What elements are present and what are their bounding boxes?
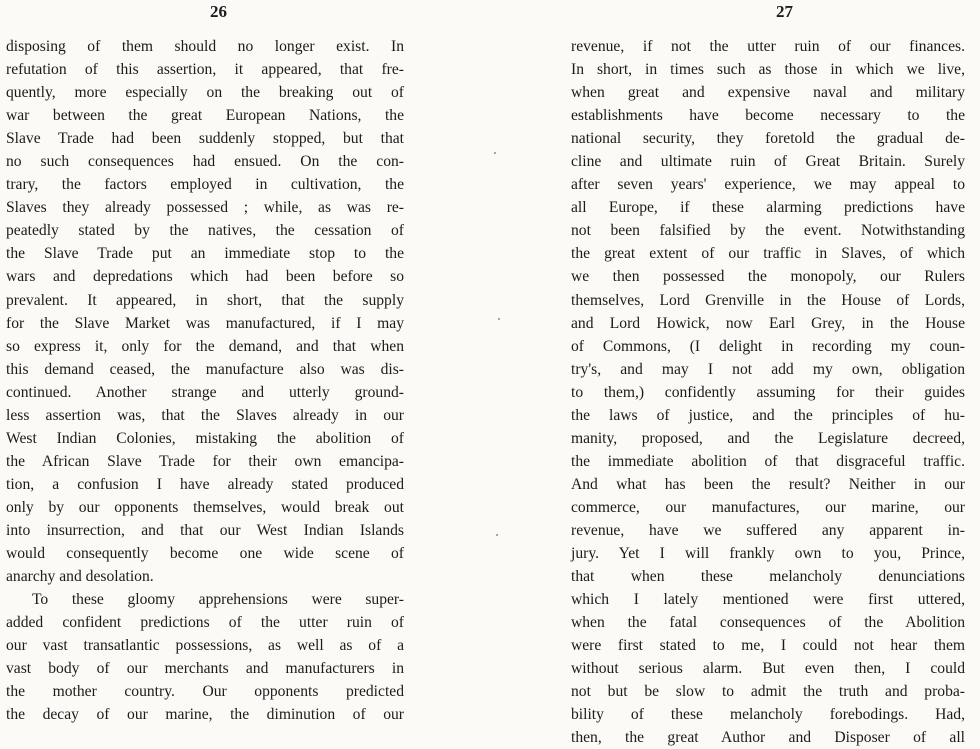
gutter-mark (498, 318, 500, 320)
page-number-left: 26 (210, 2, 227, 21)
right-page (490, 0, 980, 747)
left-page-text (6, 35, 404, 726)
left-page (0, 0, 490, 735)
text-line: then, the great Author and Disposer of all (571, 729, 965, 747)
text-line: the Slave Trade put an immediate stop to the (6, 245, 404, 263)
text-line: no such consequences had ensued. On the con- (6, 153, 404, 171)
text-line: Slaves they already possessed ; while, as was re- (6, 199, 404, 217)
text-line: this demand ceased, the manufacture also was dis- (6, 360, 404, 378)
text-line: our vast transatlantic possessions, as well as of a (6, 637, 404, 655)
text-line: of Commons, (I delight in recording my coun- (571, 337, 965, 355)
right-page-text (571, 35, 965, 749)
text-line: not been falsified by the event. Notwithstanding (571, 222, 965, 240)
text-line: we then possessed the monopoly, our Rulers (571, 268, 965, 286)
text-line: the immediate abolition of that disgraceful traffic. (571, 452, 965, 470)
page-number-right: 27 (776, 2, 793, 21)
text-line: revenue, if not the utter ruin of our finances. (571, 38, 965, 55)
text-line: so express it, only for the demand, and that when (6, 337, 404, 355)
text-line: the great extent of our traffic in Slaves, of which (571, 245, 965, 263)
text-line: manity, proposed, and the Legislature decreed, (571, 429, 965, 447)
text-line: when the fatal consequences of the Abolition (571, 614, 965, 632)
text-line: revenue, have we suffered any apparent in- (571, 521, 965, 539)
text-line: after seven years' experience, we may appeal to (571, 176, 965, 194)
text-line: war between the great European Nations, the (6, 107, 404, 125)
text-line: not but be slow to admit the truth and proba- (571, 683, 965, 701)
text-line: establishments have become necessary to the (571, 107, 965, 125)
text-line: would consequently become one wide scene of (6, 545, 404, 563)
text-line: peatedly stated by the natives, the cessation of (6, 222, 404, 240)
text-line: added confident predictions of the utter ruin of (6, 614, 404, 632)
text-line: trary, the factors employed in cultivation, the (6, 176, 404, 194)
text-line: the laws of justice, and the principles of hu- (571, 406, 965, 424)
text-line: without serious alarm. But even then, I could (571, 660, 965, 678)
text-line: which I lately mentioned were first uttered, (571, 591, 965, 609)
text-line: when great and expensive naval and military (571, 84, 965, 102)
text-line: themselves, Lord Grenville in the House of Lords, (571, 291, 965, 309)
text-line: To these gloomy apprehensions were super- (32, 591, 404, 609)
text-line: try's, and may I not add my own, obligation (571, 360, 965, 378)
text-line: Slave Trade had been suddenly stopped, but that (6, 130, 404, 148)
text-line: for the Slave Market was manufactured, if I may (6, 314, 404, 332)
gutter-mark (496, 534, 498, 536)
text-line: quently, more especially on the breaking out of (6, 84, 404, 102)
gutter-mark (494, 152, 496, 154)
text-line: less assertion was, that the Slaves already in our (6, 406, 404, 424)
text-line: national security, they foretold the gradual de- (571, 130, 965, 148)
text-line: to them,) confidently assuming for their guides (571, 383, 965, 401)
text-line: jury. Yet I will frankly own to you, Prince, (571, 545, 965, 563)
text-line: and Lord Howick, now Earl Grey, in the House (571, 314, 965, 332)
text-line: And what has been the result? Neither in our (571, 475, 965, 493)
text-line: all Europe, if these alarming predictions have (571, 199, 965, 217)
text-line: disposing of them should no longer exist. In (6, 38, 404, 55)
text-line: West Indian Colonies, mistaking the abolition of (6, 429, 404, 447)
text-line: vast body of our merchants and manufacturers in (6, 660, 404, 678)
text-line: the African Slave Trade for their own emancipa- (6, 452, 404, 470)
text-line: prevalent. It appeared, in short, that the supply (6, 291, 404, 309)
text-line: into insurrection, and that our West Indian Islands (6, 521, 404, 539)
text-line: tion, a confusion I have already stated produced (6, 475, 404, 493)
text-line: cline and ultimate ruin of Great Britain. Surely (571, 153, 965, 171)
text-line: the mother country. Our opponents predicted (6, 683, 404, 701)
text-line: only by our opponents themselves, would break out (6, 498, 404, 516)
text-line: continued. Another strange and utterly ground- (6, 383, 404, 401)
text-line: were first stated to me, I could not hear them (571, 637, 965, 655)
text-line: anarchy and desolation. (6, 568, 154, 586)
text-line: refutation of this assertion, it appeared, that fre- (6, 61, 404, 79)
text-line: the decay of our marine, the diminution of our (6, 706, 404, 724)
text-line: wars and depredations which had been before so (6, 268, 404, 286)
text-line: bility of these melancholy forebodings. Had, (571, 706, 965, 724)
text-line: In short, in times such as those in which we live, (571, 61, 965, 79)
text-line: commerce, our manufactures, our marine, our (571, 498, 965, 516)
text-line: that when these melancholy denunciations (571, 568, 965, 586)
